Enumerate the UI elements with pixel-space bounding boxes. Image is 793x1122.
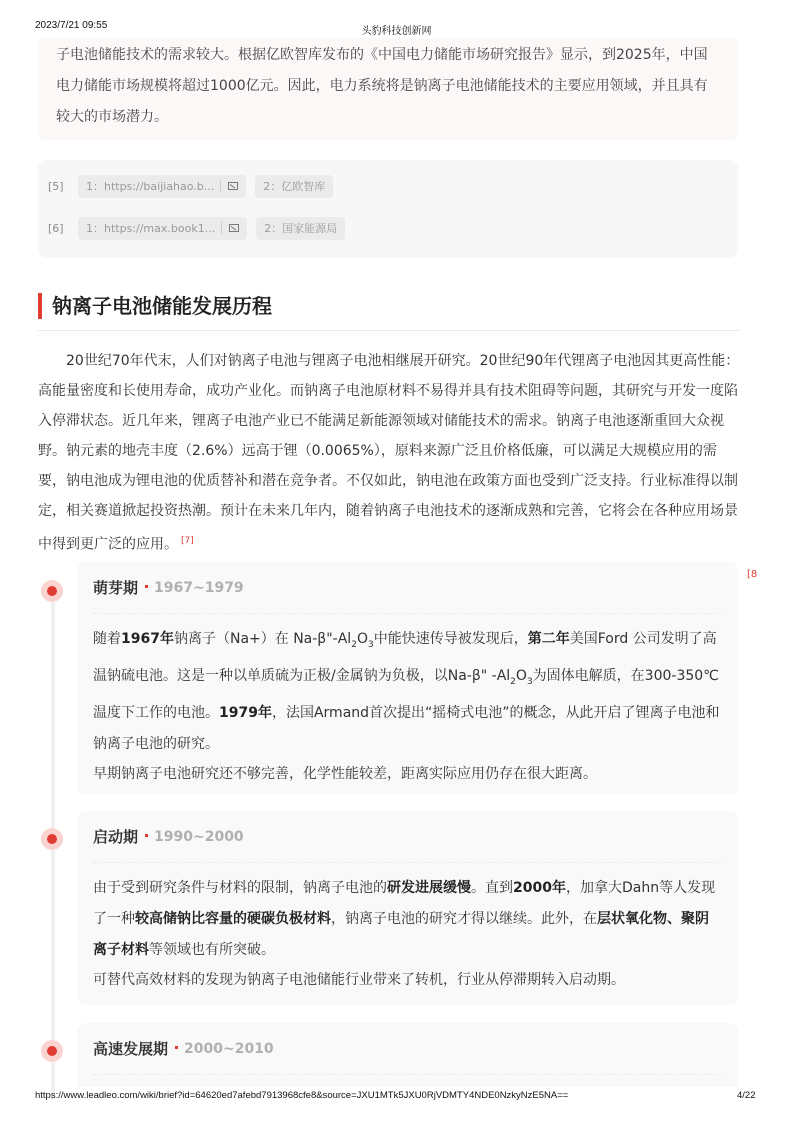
reference-link-label: 1：https://baijiahao.b...: [86, 180, 215, 193]
bold-text: 2000年: [513, 880, 566, 896]
subscript: 3: [526, 676, 533, 687]
bold-text: 较高储钠比容量的硬碳负极材料: [135, 911, 331, 927]
stage-description: [93, 614, 722, 788]
bold-text: 层状氧化物、聚阴离子材料: [93, 911, 709, 958]
bold-text: 1967年: [121, 631, 174, 647]
timeline-card-header: [93, 811, 722, 863]
text: 美国Ford 公司发明了高温钠硫电池。这是一种以单质硫为正极/金属钠为负极，以Na-β" -Al: [93, 631, 717, 684]
bullet-icon: [175, 1046, 178, 1049]
reference-source-label: 2：国家能源局: [264, 222, 338, 235]
text: ，钠离子电池的研究才得以继续。此外，在: [331, 911, 597, 927]
reference-number: [6]: [48, 221, 64, 235]
reference-source[interactable]: [255, 175, 333, 198]
image-icon[interactable]: [229, 224, 239, 232]
intro-text: 20世纪70年代末，人们对钠离子电池与锂离子电池相继展开研究。20世纪90年代锂离子电池因其更高性能：高能量密度和长使用寿命，成功产业化。而钠离子电池原材料不易得并具有技术阻碍等问题，其研究与开发一度陷入停滞状态。近几年来，锂离子电池产业已不能满足新能源领域对储能技术的需求。钠离子电池逐渐重回大众视野。钠元素的地壳丰度（2.6%）远高于锂（0.0065%），原料来源广泛且价格低廉，可以满足大规模应用的需要，钠电池成为锂电池的优质替补和潜在竞争者。不仅如此，钠电池在政策方面也受到广泛支持。行业标准得以制定，相关赛道掀起投资热潮。预计在未来几年内，随着钠离子电池技术的逐渐成熟和完善，它将会在各种应用场景中得到更广泛的应用。: [38, 353, 740, 553]
print-header-title: 头豹科技创新网: [361, 26, 432, 37]
timeline-dot: [41, 580, 63, 602]
timeline-dot: [41, 1040, 63, 1062]
stage-note: 可替代高效材料的发现为钠离子电池储能行业带来了转机，行业从停滞期转入启动期。: [93, 972, 625, 988]
section-divider: [38, 330, 740, 331]
bold-text: 研发进展缓慢: [387, 880, 471, 896]
separator: [220, 180, 221, 192]
stage-years: 2000~2010: [184, 1040, 274, 1057]
text: 。直到: [471, 880, 513, 896]
reference-row: [48, 216, 728, 240]
timeline-card-header: [93, 1023, 722, 1075]
print-header-date: 2023/7/21 09:55: [35, 20, 108, 31]
text: 中能快速传导被发现后，: [373, 631, 528, 647]
reference-row: [48, 174, 728, 198]
stage-name: 萌芽期: [93, 579, 139, 597]
text: 钠离子（Na+）在 Na-β"-Al: [173, 631, 352, 647]
page-number: 4/22: [737, 1090, 756, 1101]
timeline-card-startup: [77, 811, 738, 1005]
timeline-card-header: [93, 562, 722, 614]
reference-source[interactable]: [256, 217, 345, 240]
bullet-icon: [145, 834, 148, 837]
reference-number: [5]: [48, 179, 64, 193]
bold-text: 1979年: [219, 704, 272, 721]
timeline-dot: [41, 828, 63, 850]
print-footer-url: https://www.leadleo.com/wiki/brief?id=64620ed7afebd7913968cfe8&source=JXU1MTk5JXU0RjVDMTY4NDE0NzkyNzE5NA==: [35, 1090, 569, 1101]
timeline-card-rapid-growth: [77, 1023, 738, 1087]
summary-box: [38, 38, 738, 140]
reference-source-label: 2：亿欧智库: [263, 180, 326, 193]
references-box: [38, 160, 738, 258]
stage-years: 1967~1979: [154, 579, 244, 596]
stage-years: 1990~2000: [154, 828, 244, 845]
text: ，法国Armand首次提出“摇椅式电池”的概念，从此开启了锂离子电池和钠离子电池的研究。: [93, 704, 720, 752]
text: 随着: [93, 631, 121, 647]
text: 等领域也有所突破。: [149, 942, 275, 958]
stage-name: 启动期: [93, 828, 139, 846]
stage-description: [93, 863, 722, 994]
side-citation-link[interactable]: [8: [747, 569, 758, 580]
separator: [221, 222, 222, 234]
reference-link[interactable]: [78, 175, 246, 198]
text: ，加拿大Dahn等人发现了一种: [93, 880, 716, 927]
bold-text: 第二年: [527, 631, 570, 647]
text: 由于受到研究条件与材料的限制，钠离子电池的: [93, 880, 387, 896]
section-intro: [38, 346, 740, 560]
stage-name: 高速发展期: [93, 1040, 169, 1058]
section-title: 钠离子电池储能发展历程: [38, 293, 272, 319]
citation-link[interactable]: [7]: [181, 536, 194, 546]
text: O: [356, 631, 368, 647]
stage-note: 早期钠离子电池研究还不够完善，化学性能较差，距离实际应用仍存在很大距离。: [93, 765, 597, 782]
timeline-card-sprout: [77, 562, 738, 794]
text: 为固体电解质，在300-350℃温度下工作的电池。: [93, 667, 719, 721]
bullet-icon: [145, 585, 148, 588]
text: O: [515, 667, 527, 684]
subscript: 2: [510, 676, 516, 687]
subscript: 2: [351, 639, 357, 650]
subscript: 3: [367, 639, 374, 650]
reference-link-label: 1：https://max.book1...: [86, 222, 216, 235]
summary-text: 子电池储能技术的需求较大。根据亿欧智库发布的《中国电力储能市场研究报告》显示，到2025年，中国电力储能市场规模将超过1000亿元。因此，电力系统将是钠离子电池储能技术的主要应用领域，并且具有较大的市场潜力。: [56, 47, 708, 125]
reference-link[interactable]: [78, 217, 247, 240]
image-icon[interactable]: [228, 182, 238, 190]
